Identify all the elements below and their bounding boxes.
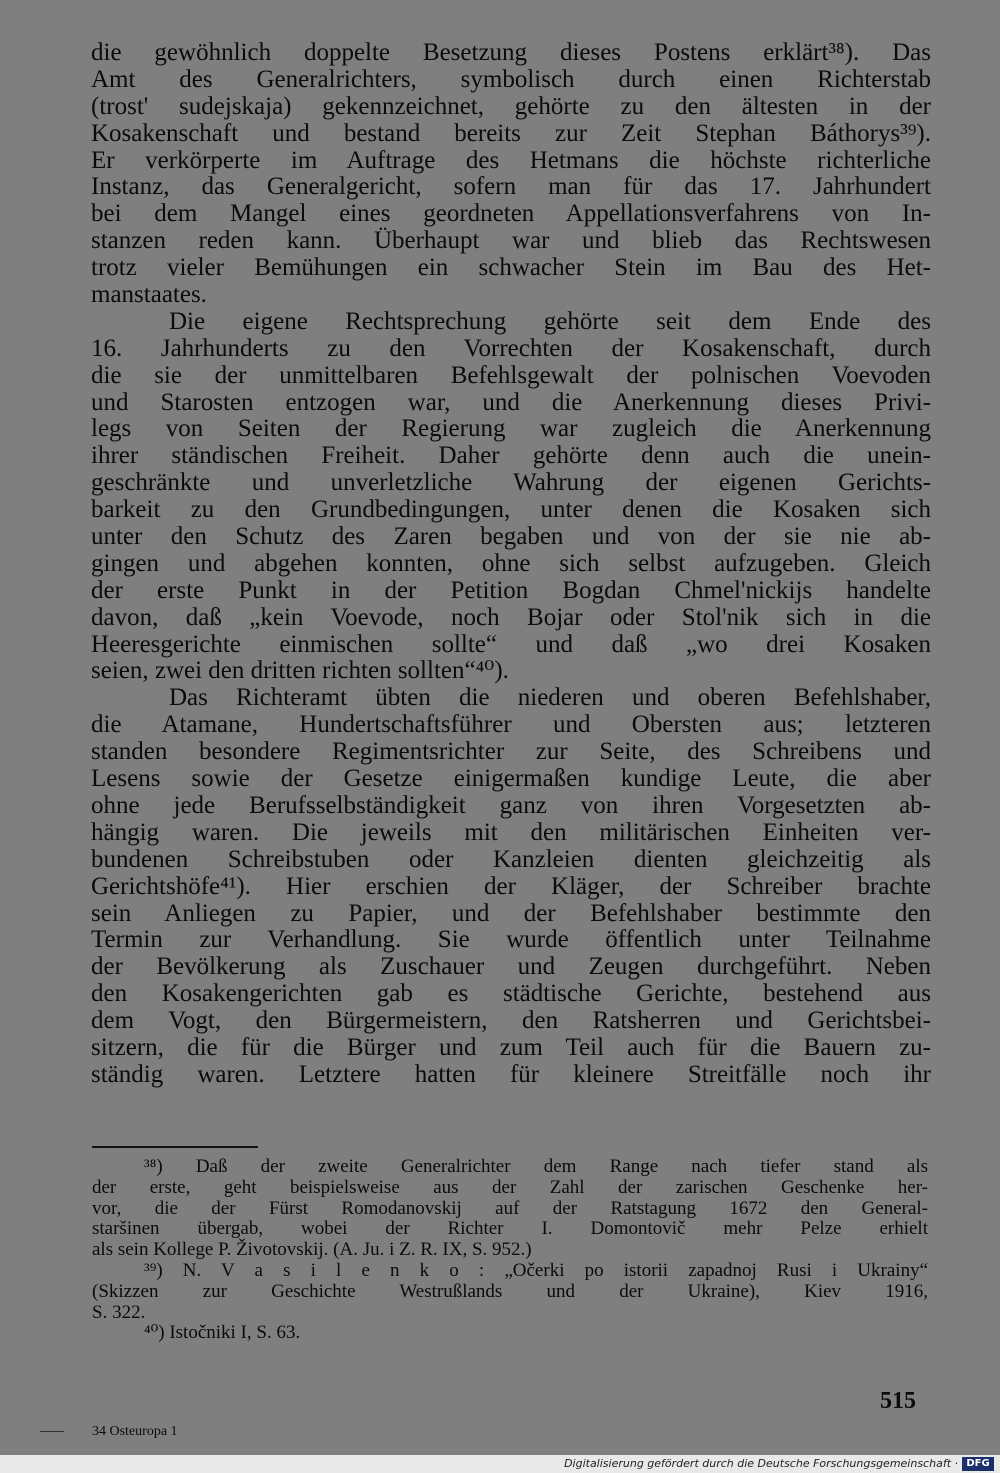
text-line: Gerichtshöfe⁴¹). Hier erschien der Kläger, der Schreiber brachte — [91, 872, 931, 900]
text-line: und Starosten entzogen war, und die Anerkennung dieses Privi- — [91, 388, 931, 416]
digitization-footer — [0, 1455, 1000, 1473]
text-line: der Bevölkerung als Zuschauer und Zeugen durchgeführt. Neben — [91, 953, 931, 981]
text-line: sitzern, die für die Bürger und zum Teil auch für die Bauern zu- — [91, 1033, 931, 1061]
text-line: die Atamane, Hundertschaftsführer und Obersten aus; letzteren — [91, 711, 931, 739]
text-line: (trost' sudejskaja) gekennzeichnet, gehörte zu den ältesten in der — [91, 92, 931, 120]
text-line: stanzen reden kann. Überhaupt war und blieb das Rechtswesen — [91, 227, 931, 255]
footnote-line: staršinen übergab, wobei der Richter I. Domontovič mehr Pelze erhielt — [92, 1218, 928, 1240]
text-line: ihrer ständischen Freiheit. Daher gehörte denn auch die unein- — [91, 442, 931, 470]
text-line: davon, daß „kein Voevode, noch Bojar oder Stol'nik sich in die — [91, 603, 931, 631]
digitization-note: Digitalisierung gefördert durch die Deutsche Forschungsgemeinschaft · — [564, 1457, 958, 1470]
text-line: manstaates. — [91, 281, 207, 309]
footnotes — [92, 1157, 928, 1344]
text-line: Die eigene Rechtsprechung gehörte seit dem Ende des — [169, 307, 931, 335]
text-line: 16. Jahrhunderts zu den Vorrechten der Kosakenschaft, durch — [91, 334, 931, 362]
footnote-line: ³⁸) Daß der zweite Generalrichter dem Range nach tiefer stand als — [144, 1156, 928, 1177]
text-line: Das Richteramt übten die niederen und oberen Befehlshaber, — [169, 684, 931, 712]
footnote-line: der erste, geht beispielsweise aus der Zahl der zarischen Geschenke her- — [92, 1176, 928, 1198]
footnote-line: vor, die der Fürst Romodanovskij auf der Ratstagung 1672 den General- — [92, 1197, 928, 1219]
text-line: Er verkörperte im Auftrage des Hetmans die höchste richterliche — [91, 146, 931, 174]
footnote-line: (Skizzen zur Geschichte Westrußlands und der Ukraine), Kiev 1916, — [92, 1280, 928, 1302]
footnote-line: S. 322. — [92, 1301, 146, 1323]
body-text — [91, 40, 931, 1089]
text-line: sein Anliegen zu Papier, und der Befehlshaber bestimmte den — [91, 899, 931, 927]
text-line: standen besondere Regimentsrichter zur Seite, des Schreibens und — [91, 738, 931, 766]
text-line: Kosakenschaft und bestand bereits zur Zeit Stephan Báthorys³⁹). — [91, 119, 931, 147]
text-line: der erste Punkt in der Petition Bogdan Chmel'nickijs handelte — [91, 576, 931, 604]
footnote-line: als sein Kollege P. Životovskij. (A. Ju. i Z. R. IX, S. 952.) — [92, 1239, 532, 1261]
text-line: legs von Seiten der Regierung war zugleich die Anerkennung — [91, 415, 931, 443]
text-line: Termin zur Verhandlung. Sie wurde öffentlich unter Teilnahme — [91, 926, 931, 954]
signature-dash — [40, 1431, 64, 1432]
text-line: barkeit zu den Grundbedingungen, unter denen die Kosaken sich — [91, 496, 931, 524]
text-line: ohne jede Berufsselbständigkeit ganz von ihren Vorgesetzten ab- — [91, 791, 931, 819]
text-line: gingen und abgehen konnten, ohne sich selbst aufzugeben. Gleich — [91, 549, 931, 577]
text-line: bei dem Mangel eines geordneten Appellationsverfahrens von In- — [91, 200, 931, 228]
text-line: unter den Schutz des Zaren begaben und von der sie nie ab- — [91, 523, 931, 551]
text-line: dem Vogt, den Bürgermeistern, den Ratsherren und Gerichtsbei- — [91, 1007, 931, 1035]
text-line: hängig waren. Die jeweils mit den militärischen Einheiten ver- — [91, 818, 931, 846]
footnote-divider — [92, 1146, 258, 1148]
text-line: Amt des Generalrichters, symbolisch durch einen Richterstab — [91, 65, 931, 93]
text-line: geschränkte und unverletzliche Wahrung der eigenen Gerichts- — [91, 469, 931, 497]
text-line: trotz vieler Bemühungen ein schwacher Stein im Bau des Het- — [91, 254, 931, 282]
footnote-line: ⁴⁰) Istočniki I, S. 63. — [144, 1322, 301, 1344]
text-line: Lesens sowie der Gesetze einigermaßen kundige Leute, die aber — [91, 765, 931, 793]
dfg-logo: DFG — [962, 1457, 994, 1471]
text-line: Instanz, das Generalgericht, sofern man für das 17. Jahrhundert — [91, 173, 931, 201]
text-line: ständig waren. Letztere hatten für kleinere Streitfälle noch ihr — [91, 1060, 931, 1088]
printer-signature: 34 Osteuropa 1 — [92, 1424, 178, 1439]
page-number: 515 — [880, 1388, 916, 1414]
text-line: Heeresgerichte einmischen sollte“ und daß „wo drei Kosaken — [91, 630, 931, 658]
text-line: bundenen Schreibstuben oder Kanzleien dienten gleichzeitig als — [91, 845, 931, 873]
text-line: die gewöhnlich doppelte Besetzung dieses Postens erklärt³⁸). Das — [91, 39, 931, 66]
footnote-line: ³⁹) N. V a s i l e n k o : „Očerki po istorii zapadnoj Rusi i Ukrainy“ — [144, 1259, 928, 1281]
text-line: den Kosakengerichten gab es städtische Gerichte, bestehend aus — [91, 980, 931, 1008]
text-line: seien, zwei den dritten richten sollten“⁴⁰). — [91, 657, 509, 685]
text-line: die sie der unmittelbaren Befehlsgewalt der polnischen Voevoden — [91, 361, 931, 389]
